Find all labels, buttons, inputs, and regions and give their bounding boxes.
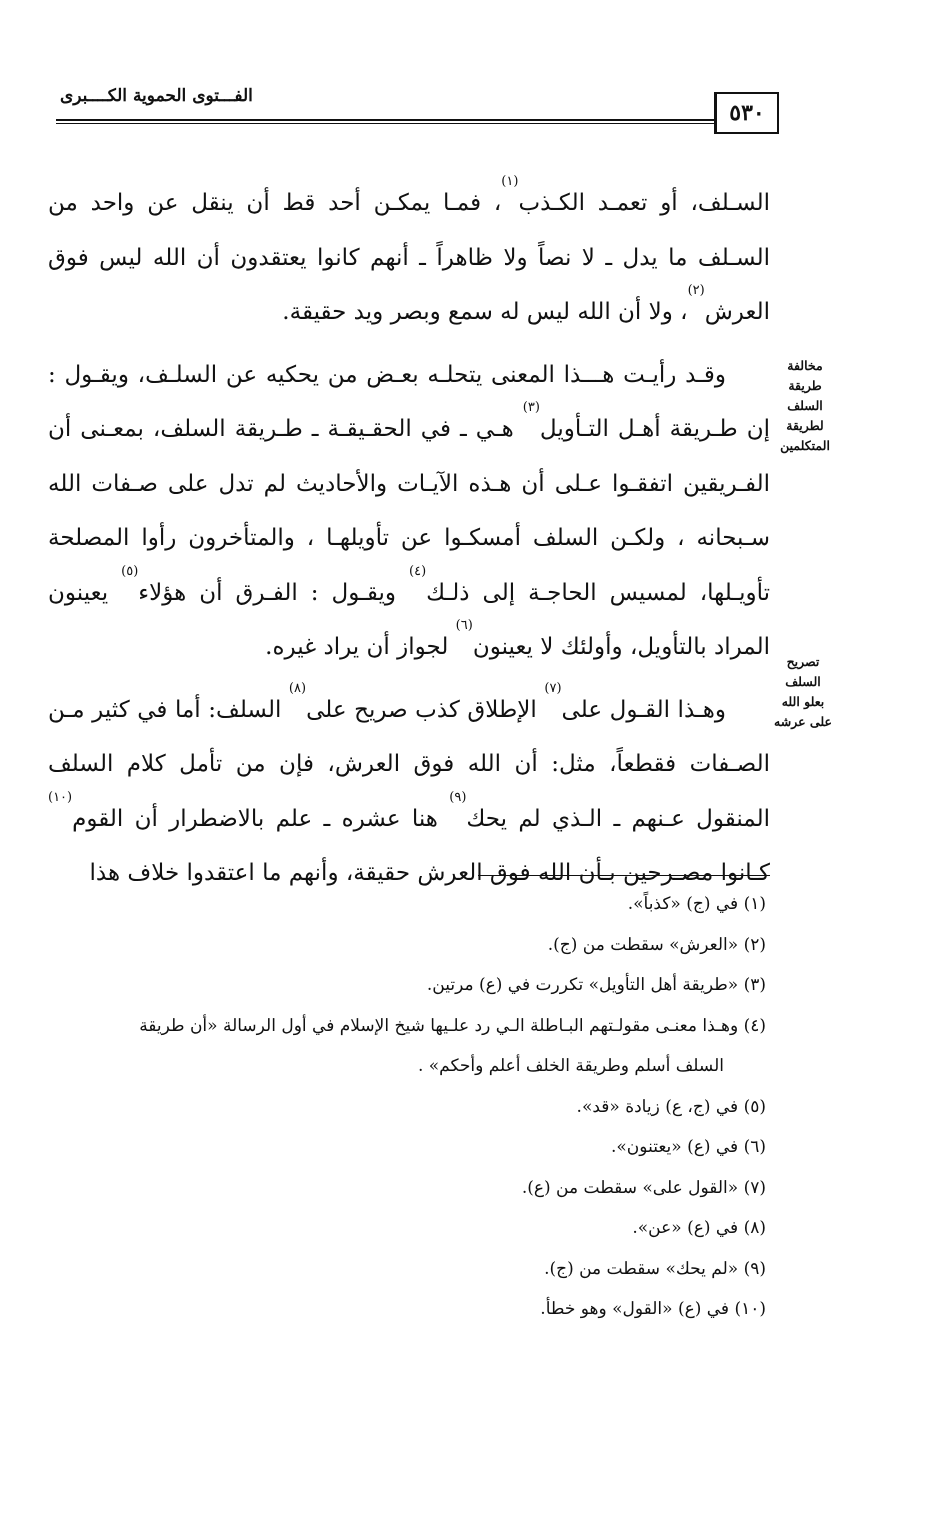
footnote-2: (٢) «العرش» سقطت من (ج). <box>547 934 766 955</box>
footnote-ref: (١٠) <box>48 789 73 805</box>
text-run: الإطلاق كذب صريح على <box>306 696 545 723</box>
footnote-10: (١٠) في (ع) «القول» وهو خطأ. <box>540 1299 766 1319</box>
margin-note-line: السلف <box>785 674 821 689</box>
footnote-9: (٩) «لم يحك» سقطت من (ج). <box>544 1258 766 1279</box>
text-run: لجواز أن يراد غيره. <box>265 634 456 660</box>
header-rule <box>56 119 716 121</box>
text-run: وقـد رأيـت هـــذا المعنى يتحلـه بعـض من يحكيه عن السلـف، ويقـول : إن طـريقة أهـل التـأويل <box>48 361 770 442</box>
footnote-8: (٨) في (ع) «عن». <box>632 1218 766 1238</box>
margin-note-salaf-statement <box>768 652 838 732</box>
paragraph-3 <box>48 680 770 901</box>
footnote-ref: (٥) <box>121 563 139 579</box>
footnote-3: (٣) «طريقة أهل التأويل» تكررت في (ع) مرتين. <box>426 975 766 995</box>
footnote-ref: (٢) <box>687 283 705 298</box>
margin-note-line: بعلو الله <box>781 694 825 709</box>
header-rule-thin <box>56 123 716 124</box>
margin-note-line: تصريح <box>786 654 820 669</box>
text-run: ويقـول : الفـرق أن هؤلاء <box>138 579 410 606</box>
page-number: ٥٣٠ <box>714 92 779 134</box>
text-run: يعينون المراد بالتأويل، وأولئك لا يعينون <box>48 579 770 660</box>
margin-note-salaf-method <box>770 356 840 456</box>
text-run: هنا عشره ـ علم بالاضطرار أن القوم <box>72 805 450 832</box>
footnote-4: (٤) وهـذا معنـى مقولـتهم البـاطلة الـي رد علـيها شيخ الإسلام في أول الرسالة «أن طريقة <box>139 1015 766 1036</box>
footnote-ref: (٣) <box>522 400 540 415</box>
footnote-ref: (٨) <box>288 680 307 696</box>
text-run: هـي ـ في الحقـيقـة ـ طـريقة السلف، بمعـنى أن الفـريقين اتفقـوا عـلى أن هـذه الآيـات والأحاديث لم تدل على صـفات الله سـبحانه ، ولكـن السلف أمسكـوا عن تأويلهـا ، والمتأخرون رأوا المصلحة تأويـلها، لمسيس الحاجـة إلى ذلـك <box>48 416 770 606</box>
footnotes <box>44 884 766 1330</box>
margin-note-line: المتكلمين <box>780 438 830 453</box>
margin-note-line: السلف <box>787 398 823 413</box>
margin-note-line: لطريقة <box>786 418 824 433</box>
paragraph-2 <box>48 348 770 675</box>
footnote-1: (١) في (ج) «كذباً». <box>627 894 766 914</box>
text-run: ، ولا أن الله ليس له سمع وبصر ويد حقيقة. <box>282 299 688 325</box>
footnote-4-continuation: السلف أسلم وطريقة الخلف أعلم وأحكم» . <box>417 1056 724 1076</box>
footnote-ref: (١) <box>501 174 519 189</box>
text-run: وهـذا القـول على <box>561 696 726 723</box>
paragraph-1 <box>48 176 770 340</box>
text-run: كـانوا مصـرحين بـأن الله فوق العرش حقيقة، وأنهم ما اعتقدوا خلاف هذا <box>89 860 770 886</box>
running-title: الفـــتوى الحموية الكــــبرى <box>60 86 253 106</box>
footnote-5: (٥) في (ج، ع) زيادة «قد». <box>576 1096 766 1117</box>
footnote-6: (٦) في (ع) «يعتنون». <box>611 1137 766 1157</box>
footnote-separator <box>478 875 770 876</box>
footnote-ref: (٤) <box>409 563 427 579</box>
footnote-7: (٧) «القول على» سقطت من (ع). <box>521 1177 766 1198</box>
main-text <box>48 176 770 901</box>
footnote-ref: (٦) <box>455 618 473 633</box>
footnote-ref: (٩) <box>449 789 467 805</box>
text-run: السـلف، أو تعمـد الكـذب <box>518 190 770 216</box>
text-run: ، فمـا يمكـن أحد قط أن ينقل عن واحد من السـلف ما يدل ـ لا نصاً ولا ظاهراً ـ أنهم كانوا يعتقدون أن الله ليس فوق العرش <box>48 190 770 325</box>
margin-note-line: على عرشه <box>774 714 832 729</box>
margin-note-line: طريقة <box>788 378 822 393</box>
footnote-ref: (٧) <box>544 680 562 696</box>
text-run: السلف: أما في كثير مـن الصـفات فقطعاً، مثل: أن الله فوق العرش، فإن من تأمل كلام السلف المنقول عـنهم ـ الـذي لم يحك <box>48 696 770 832</box>
margin-note-line: مخالفة <box>787 358 823 373</box>
